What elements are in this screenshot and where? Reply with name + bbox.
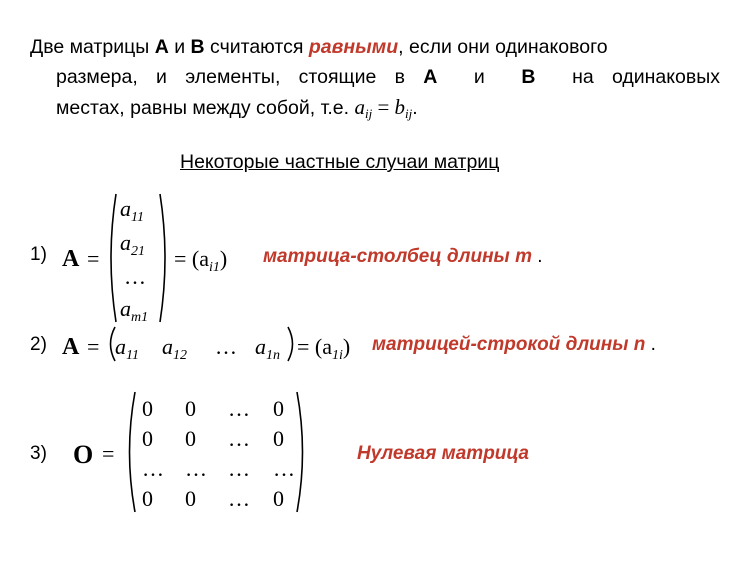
case-3-lhs: O bbox=[73, 440, 94, 469]
formula-b: b bbox=[394, 95, 406, 119]
text-fragment: . bbox=[412, 97, 418, 119]
case-2-entry: … bbox=[215, 334, 237, 359]
matrix-a-label: A bbox=[423, 66, 438, 88]
definition-line-3 bbox=[30, 92, 720, 129]
equal-keyword: равными bbox=[308, 36, 399, 58]
zero-matrix-cell: 0 bbox=[273, 396, 284, 421]
formula-a-sub: ij bbox=[364, 106, 373, 121]
right-paren-icon bbox=[156, 192, 172, 324]
zero-matrix-cell: 0 bbox=[185, 396, 196, 421]
zero-matrix-cell: 0 bbox=[142, 396, 153, 421]
case-2-lhs: A bbox=[62, 334, 80, 360]
zero-matrix-cell: 0 bbox=[185, 486, 196, 511]
case-3-number: 3) bbox=[30, 443, 47, 464]
zero-matrix-cell: 0 bbox=[273, 426, 284, 451]
case-1-rhs: = $(a_{i1})$ bbox=[174, 246, 228, 275]
zero-matrix-cell: … bbox=[228, 426, 250, 451]
zero-matrix-cell: 0 bbox=[142, 426, 153, 451]
case-2-entry: $a_{1n}$ bbox=[255, 334, 280, 363]
text-fragment: Две матрицы bbox=[30, 36, 155, 58]
zero-matrix-cell: 0 bbox=[185, 426, 196, 451]
text-fragment: и bbox=[168, 36, 191, 58]
text-fragment: размера, и элементы, стоящие в bbox=[56, 66, 424, 88]
definition-paragraph bbox=[30, 32, 720, 129]
case-3-eq: = bbox=[102, 441, 115, 466]
zero-matrix-cell: … bbox=[185, 456, 207, 481]
zero-matrix-cell: 0 bbox=[142, 486, 153, 511]
case-1-eq: = bbox=[87, 246, 100, 271]
text-fragment: и bbox=[437, 66, 522, 88]
case-2-rhs: = $(a_{1i})$ bbox=[297, 334, 351, 363]
zero-matrix-cell: … bbox=[142, 456, 164, 481]
formula-a: a bbox=[354, 95, 365, 119]
case-1-entry: $a_{m1}$ bbox=[120, 296, 149, 325]
text-fragment: на одинаковых bbox=[535, 66, 721, 88]
zero-matrix-cell: … bbox=[228, 456, 250, 481]
zero-matrix-cell: 0 bbox=[273, 486, 284, 511]
right-paren-icon bbox=[294, 390, 310, 514]
case-1-description: матрица-столбец длины m . bbox=[263, 246, 543, 267]
equality-formula bbox=[354, 95, 412, 119]
zero-matrix-cell: … bbox=[228, 396, 250, 421]
case-1-entry: … bbox=[124, 264, 146, 289]
case-1-number: 1) bbox=[30, 244, 47, 265]
case-2-eq: = bbox=[87, 334, 100, 359]
case-3-description: Нулевая матрица bbox=[357, 443, 530, 464]
section-subtitle: Некоторые частные случаи матриц bbox=[180, 151, 500, 173]
text-fragment: , если они одинакового bbox=[398, 36, 608, 58]
case-2-entry: $a_{11}$ bbox=[115, 334, 139, 363]
case-2-number: 2) bbox=[30, 334, 47, 355]
matrix-b-label: B bbox=[190, 36, 205, 58]
left-paren-icon bbox=[104, 192, 120, 324]
formula-b-sub: ij bbox=[405, 106, 413, 121]
zero-matrix-cell: … bbox=[228, 486, 250, 511]
zero-matrix-cell: … bbox=[273, 456, 295, 481]
definition-line-1 bbox=[30, 32, 720, 62]
text-fragment: считаются bbox=[204, 36, 309, 58]
left-paren-icon bbox=[122, 390, 138, 514]
definition-line-2 bbox=[30, 62, 720, 92]
case-2-description: матрицей-строкой длины n . bbox=[372, 334, 656, 355]
matrix-b-label: B bbox=[521, 66, 536, 88]
case-1-entry: $a_{11}$ bbox=[120, 196, 144, 225]
text-fragment: местах, равны между собой, т.е. bbox=[56, 97, 355, 119]
case-1-lhs: A bbox=[62, 246, 80, 272]
case-2-entry: $a_{12}$ bbox=[162, 334, 187, 363]
matrix-a-label: A bbox=[154, 36, 169, 58]
formula-eq: = bbox=[372, 95, 395, 119]
case-1-entry: $a_{21}$ bbox=[120, 230, 145, 259]
